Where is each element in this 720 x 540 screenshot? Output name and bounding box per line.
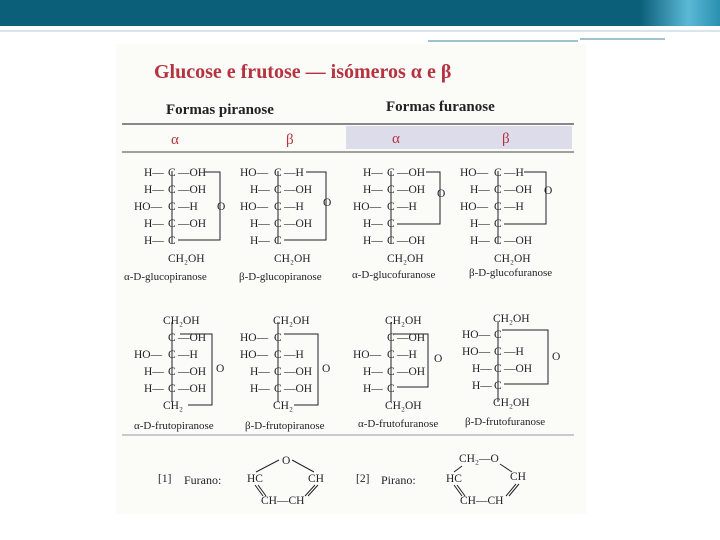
svg-text:HO—: HO— xyxy=(240,167,269,179)
fructose-name: α-D-frutopiranose xyxy=(134,420,214,432)
svg-text:CH₂—O: CH₂—O xyxy=(459,453,499,465)
svg-text:—OH: —OH xyxy=(284,218,313,230)
svg-text:C: C xyxy=(387,167,395,179)
svg-text:C: C xyxy=(494,380,502,392)
furanose-highlight xyxy=(346,126,572,149)
glucose-beta-pyranose xyxy=(240,167,331,265)
svg-text:CH: CH xyxy=(308,473,324,485)
svg-text:C: C xyxy=(274,383,282,395)
svg-text:C: C xyxy=(494,218,502,230)
svg-text:C: C xyxy=(168,235,176,247)
svg-text:H—: H— xyxy=(250,383,270,395)
svg-text:C: C xyxy=(494,201,502,213)
svg-text:CH₂OH: CH₂OH xyxy=(274,253,311,265)
svg-text:C: C xyxy=(274,167,282,179)
svg-text:—OH: —OH xyxy=(284,383,313,395)
svg-text:CH₂OH: CH₂OH xyxy=(168,253,205,265)
anomer-label: β xyxy=(286,132,294,148)
svg-text:CH: CH xyxy=(510,471,526,483)
svg-text:H—: H— xyxy=(144,218,164,230)
svg-text:C: C xyxy=(274,184,282,196)
svg-text:CH₂OH: CH₂OH xyxy=(385,400,422,412)
svg-text:H—: H— xyxy=(250,235,270,247)
fructose-beta-pyranose xyxy=(240,315,330,412)
svg-text:CH₂OH: CH₂OH xyxy=(273,315,310,327)
svg-text:H—: H— xyxy=(363,218,383,230)
svg-text:H—: H— xyxy=(472,380,492,392)
svg-text:C: C xyxy=(274,235,282,247)
svg-text:—H: —H xyxy=(178,349,198,361)
svg-text:—H: —H xyxy=(504,167,524,179)
fructose-name: α-D-frutofuranose xyxy=(358,418,439,430)
svg-text:CH₂OH: CH₂OH xyxy=(493,397,530,409)
svg-text:HC: HC xyxy=(247,473,263,485)
svg-text:—OH: —OH xyxy=(284,184,313,196)
svg-text:C: C xyxy=(168,383,176,395)
svg-text:C: C xyxy=(274,332,282,344)
svg-text:—OH: —OH xyxy=(504,235,533,247)
svg-text:C: C xyxy=(387,235,395,247)
svg-text:H—: H— xyxy=(250,184,270,196)
svg-text:H—: H— xyxy=(363,167,383,179)
svg-text:C: C xyxy=(168,201,176,213)
svg-text:HO—: HO— xyxy=(240,332,269,344)
svg-text:HC: HC xyxy=(446,473,462,485)
svg-text:H—: H— xyxy=(250,218,270,230)
svg-text:HO—: HO— xyxy=(460,167,489,179)
furano-label: Furano: xyxy=(184,473,222,487)
svg-text:HO—: HO— xyxy=(240,349,269,361)
svg-text:—H: —H xyxy=(504,346,524,358)
pirano-label: Pirano: xyxy=(381,473,416,487)
svg-text:—OH: —OH xyxy=(504,184,533,196)
isomers-figure xyxy=(116,44,586,514)
svg-text:H—: H— xyxy=(250,366,270,378)
svg-text:H—: H— xyxy=(363,383,383,395)
svg-text:—OH: —OH xyxy=(397,184,426,196)
svg-text:—OH: —OH xyxy=(178,366,207,378)
svg-text:C: C xyxy=(168,184,176,196)
svg-text:C: C xyxy=(494,363,502,375)
svg-text:H—: H— xyxy=(363,366,383,378)
svg-text:H—: H— xyxy=(470,184,490,196)
svg-text:C: C xyxy=(274,349,282,361)
svg-text:CH—CH: CH—CH xyxy=(460,495,504,507)
furano-number: [1] xyxy=(158,473,172,485)
svg-text:C: C xyxy=(168,366,176,378)
svg-text:O: O xyxy=(323,197,332,209)
svg-text:HO—: HO— xyxy=(353,349,382,361)
svg-text:C: C xyxy=(387,218,395,230)
slide-header-rule xyxy=(0,30,720,32)
svg-text:C: C xyxy=(274,201,282,213)
svg-text:—OH: —OH xyxy=(284,366,313,378)
svg-text:—OH: —OH xyxy=(178,383,207,395)
svg-text:O: O xyxy=(552,351,561,363)
svg-text:C: C xyxy=(168,349,176,361)
svg-text:CH₂: CH₂ xyxy=(273,400,293,412)
svg-text:—H: —H xyxy=(504,201,524,213)
svg-text:—OH: —OH xyxy=(397,167,426,179)
svg-text:HO—: HO— xyxy=(134,349,163,361)
glucose-alpha-pyranose xyxy=(134,167,225,265)
glucose-name: β-D-glucofuranose xyxy=(469,267,553,279)
svg-text:C: C xyxy=(494,235,502,247)
slide-header-bar xyxy=(0,0,720,26)
svg-text:H—: H— xyxy=(144,235,164,247)
svg-text:C: C xyxy=(387,332,395,344)
svg-text:C: C xyxy=(168,218,176,230)
figure-title: Glucose e frutose — isómeros α e β xyxy=(154,61,452,83)
svg-text:C: C xyxy=(494,329,502,341)
glucose-alpha-furanose xyxy=(353,167,445,265)
pyran-ring xyxy=(446,453,526,507)
svg-text:H—: H— xyxy=(363,184,383,196)
svg-text:CH₂: CH₂ xyxy=(163,400,183,412)
anomer-label: α xyxy=(392,131,400,147)
svg-text:CH—CH: CH—CH xyxy=(261,495,305,507)
svg-text:—OH: —OH xyxy=(397,235,426,247)
svg-text:—OH: —OH xyxy=(504,363,533,375)
svg-text:H—: H— xyxy=(472,363,492,375)
svg-text:—H: —H xyxy=(178,201,198,213)
svg-text:H—: H— xyxy=(144,167,164,179)
slide-header-accent xyxy=(640,0,720,26)
header-pyranose: Formas piranose xyxy=(166,102,274,118)
svg-text:H—: H— xyxy=(144,383,164,395)
svg-text:—OH: —OH xyxy=(178,218,207,230)
slide-header-tick xyxy=(428,40,578,42)
svg-text:C: C xyxy=(494,346,502,358)
svg-text:—OH: —OH xyxy=(178,184,207,196)
svg-text:H—: H— xyxy=(144,366,164,378)
svg-text:—H: —H xyxy=(397,201,417,213)
furan-ring xyxy=(247,455,324,507)
anomer-label: α xyxy=(171,132,179,148)
svg-text:C: C xyxy=(168,167,176,179)
svg-text:H—: H— xyxy=(470,235,490,247)
fructose-beta-furanose xyxy=(462,313,560,409)
svg-text:C: C xyxy=(387,201,395,213)
svg-text:H—: H— xyxy=(470,218,490,230)
svg-text:H—: H— xyxy=(363,235,383,247)
glucose-beta-furanose xyxy=(460,167,552,265)
header-furanose: Formas furanose xyxy=(386,99,495,115)
svg-text:HO—: HO— xyxy=(462,329,491,341)
svg-text:HO—: HO— xyxy=(240,201,269,213)
fructose-name: β-D-frutopiranose xyxy=(245,420,325,432)
anomer-label: β xyxy=(502,131,510,147)
fructose-name: β-D-frutofuranose xyxy=(465,416,546,428)
svg-text:O: O xyxy=(216,363,225,375)
svg-text:—H: —H xyxy=(284,167,304,179)
svg-text:—OH: —OH xyxy=(397,332,426,344)
svg-text:C: C xyxy=(494,167,502,179)
svg-text:O: O xyxy=(434,353,443,365)
svg-text:—OH: —OH xyxy=(178,167,207,179)
svg-text:O: O xyxy=(437,188,446,200)
svg-text:CH₂OH: CH₂OH xyxy=(387,253,424,265)
svg-text:O: O xyxy=(217,201,226,213)
svg-text:O: O xyxy=(282,455,291,467)
isomers-diagram xyxy=(116,44,586,514)
svg-text:C: C xyxy=(387,366,395,378)
svg-text:C: C xyxy=(387,184,395,196)
svg-text:CH₂OH: CH₂OH xyxy=(494,253,531,265)
glucose-name: α-D-glucofuranose xyxy=(352,269,436,281)
svg-text:—OH: —OH xyxy=(178,332,207,344)
svg-text:C: C xyxy=(387,349,395,361)
svg-text:O: O xyxy=(544,185,553,197)
svg-text:C: C xyxy=(274,218,282,230)
pirano-number: [2] xyxy=(356,473,370,485)
svg-text:CH₂OH: CH₂OH xyxy=(493,313,530,325)
svg-text:C: C xyxy=(387,383,395,395)
svg-text:H—: H— xyxy=(144,184,164,196)
svg-text:—H: —H xyxy=(284,349,304,361)
glucose-name: β-D-glucopiranose xyxy=(239,271,322,283)
svg-text:HO—: HO— xyxy=(353,201,382,213)
svg-text:C: C xyxy=(494,184,502,196)
svg-text:C: C xyxy=(274,366,282,378)
svg-text:CH₂OH: CH₂OH xyxy=(163,315,200,327)
svg-text:HO—: HO— xyxy=(134,201,163,213)
glucose-name: α-D-glucopiranose xyxy=(124,271,207,283)
fructose-alpha-pyranose xyxy=(134,315,224,412)
slide-header-tick xyxy=(580,38,665,40)
svg-text:HO—: HO— xyxy=(462,346,491,358)
svg-text:—H: —H xyxy=(284,201,304,213)
svg-text:—H: —H xyxy=(397,349,417,361)
fructose-alpha-furanose xyxy=(353,315,442,412)
svg-text:HO—: HO— xyxy=(460,201,489,213)
svg-text:O: O xyxy=(322,363,331,375)
svg-text:CH₂OH: CH₂OH xyxy=(385,315,422,327)
svg-text:C: C xyxy=(168,332,176,344)
svg-text:—OH: —OH xyxy=(397,366,426,378)
